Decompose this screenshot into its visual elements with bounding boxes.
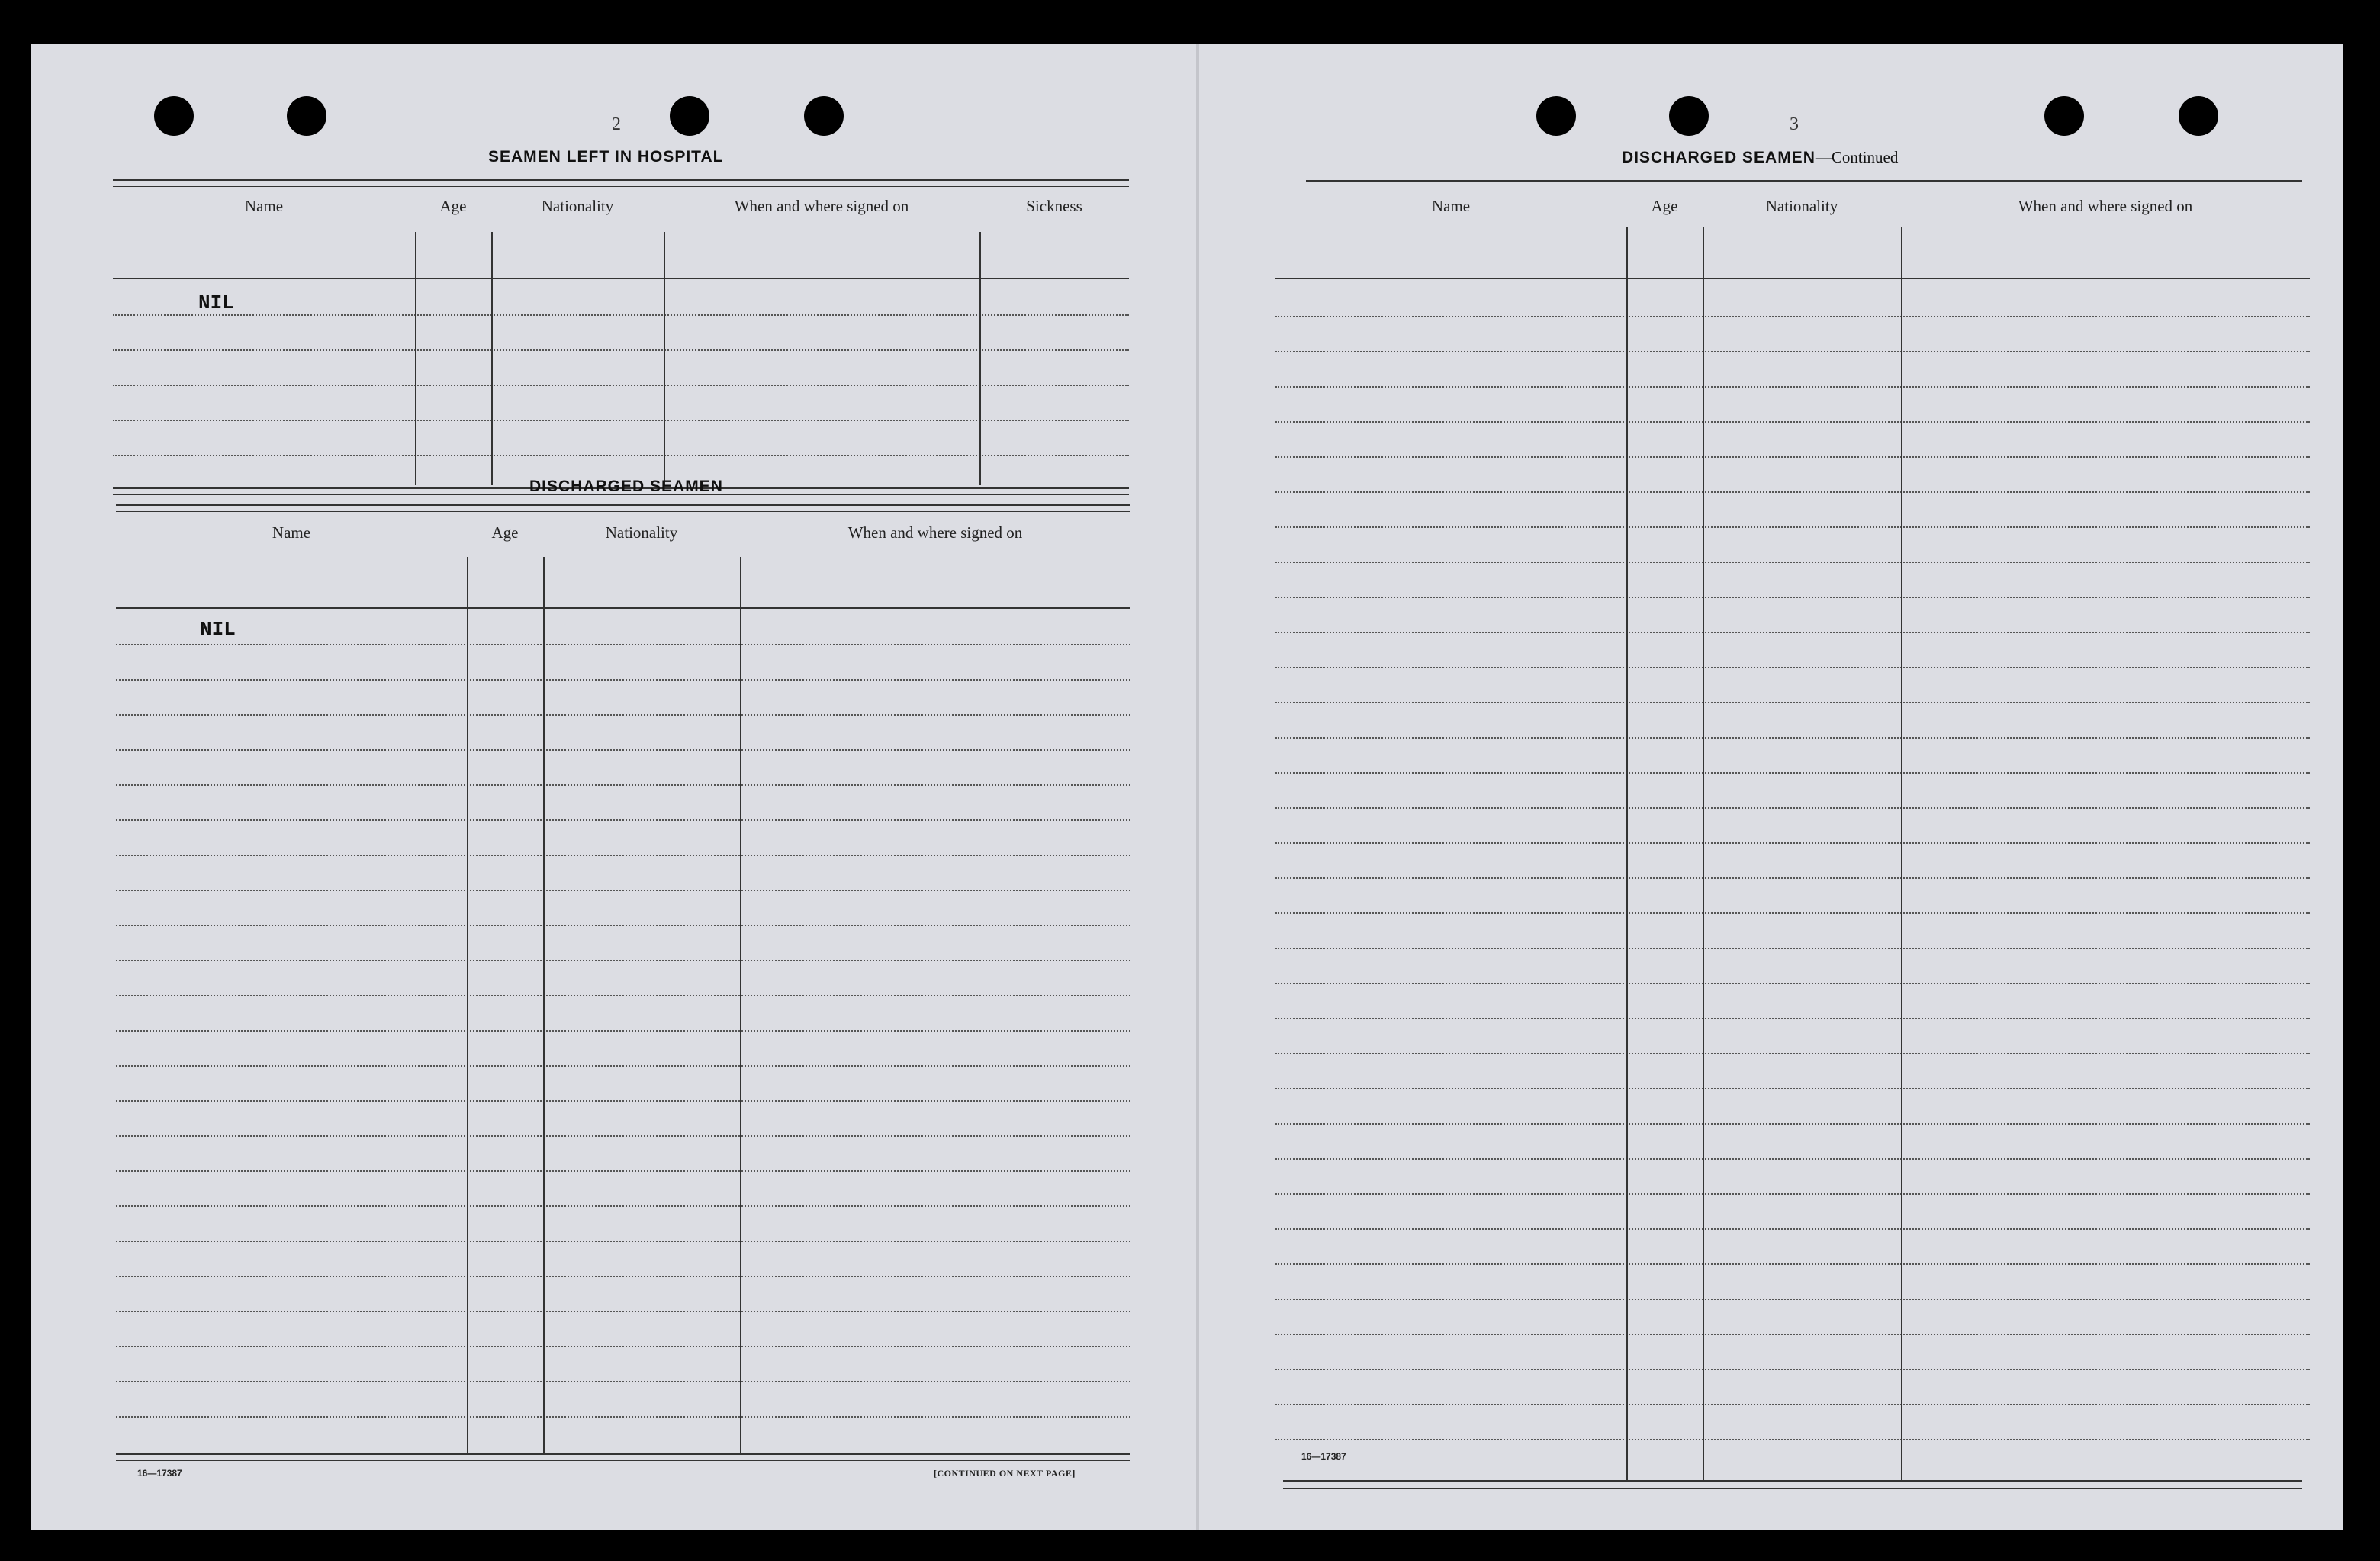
col-header-age: Age: [439, 197, 467, 215]
row-line: [1275, 562, 2310, 563]
row-line: [116, 1170, 1130, 1172]
col-line: [491, 232, 493, 485]
discharged-continued-title: [1622, 148, 1898, 167]
row-line: [116, 1135, 1130, 1137]
row-line: [1275, 1439, 2310, 1440]
header-divider: [116, 607, 1130, 609]
row-line: [1275, 1228, 2310, 1230]
row-line: [1275, 983, 2310, 984]
header-divider: [1275, 278, 2310, 279]
row-line: [1275, 456, 2310, 458]
row-line: [1275, 1193, 2310, 1195]
row-line: [1275, 1369, 2310, 1370]
row-line: [113, 349, 1129, 351]
row-line: [1275, 1123, 2310, 1125]
col-line: [543, 557, 545, 1454]
document-sheet: [31, 44, 2343, 1530]
col-header-name: Name: [1431, 197, 1471, 215]
col-header-signed-on: When and where signed on: [847, 523, 1023, 542]
row-line: [1275, 1334, 2310, 1335]
page-number-right: 3: [1790, 114, 1799, 134]
row-line: [1275, 842, 2310, 844]
form-code-left: 16—17387: [137, 1468, 182, 1479]
row-line: [1275, 1088, 2310, 1089]
row-line: [1275, 386, 2310, 388]
col-line: [1703, 227, 1704, 1482]
row-line: [1275, 912, 2310, 914]
row-line: [116, 995, 1130, 996]
col-header-age: Age: [491, 523, 519, 542]
discharged-entry: NIL: [200, 618, 236, 641]
row-line: [1275, 1299, 2310, 1300]
hospital-entry: NIL: [198, 291, 234, 314]
header-divider: [113, 278, 1129, 279]
row-line: [1275, 807, 2310, 809]
row-line: [116, 960, 1130, 961]
col-header-name: Name: [272, 523, 311, 542]
row-line: [116, 644, 1130, 645]
continued-note: [CONTINUED ON NEXT PAGE]: [934, 1468, 1076, 1479]
row-line: [1275, 491, 2310, 493]
col-header-nationality: Nationality: [605, 523, 678, 542]
col-header-age: Age: [1651, 197, 1678, 215]
punch-hole: [1669, 96, 1709, 136]
row-line: [1275, 737, 2310, 739]
table-top-rule: [116, 504, 1130, 512]
page-fold: [1196, 44, 1199, 1530]
col-header-nationality: Nationality: [541, 197, 614, 215]
col-line: [1901, 227, 1902, 1482]
row-line: [116, 714, 1130, 716]
row-line: [116, 819, 1130, 821]
row-line: [1275, 1158, 2310, 1160]
row-line: [1275, 702, 2310, 703]
row-line: [1275, 316, 2310, 317]
punch-hole: [154, 96, 194, 136]
discharged-continued-title-suffix: —Continued: [1815, 148, 1899, 166]
discharged-continued-title-main: DISCHARGED SEAMEN: [1622, 149, 1816, 166]
row-line: [1275, 1053, 2310, 1054]
discharged-continued-table: [1275, 180, 2310, 1492]
col-line: [979, 232, 981, 485]
row-line: [116, 925, 1130, 926]
col-line: [664, 232, 665, 485]
col-header-nationality: Nationality: [1765, 197, 1838, 215]
hospital-table: [113, 179, 1129, 500]
row-line: [116, 1276, 1130, 1277]
punch-hole: [287, 96, 326, 136]
punch-hole: [1536, 96, 1576, 136]
row-line: [116, 1065, 1130, 1067]
row-line: [1275, 351, 2310, 352]
row-line: [1275, 667, 2310, 668]
form-code-right: 16—17387: [1301, 1451, 1346, 1462]
table-bottom-rule: [1283, 1480, 2302, 1489]
row-line: [1275, 948, 2310, 949]
row-line: [113, 314, 1129, 316]
row-line: [116, 890, 1130, 891]
col-line: [467, 557, 468, 1454]
row-line: [116, 784, 1130, 786]
row-line: [1275, 1404, 2310, 1405]
row-line: [116, 855, 1130, 856]
table-bottom-rule: [116, 1453, 1130, 1461]
discharged-table: [116, 504, 1130, 1495]
row-line: [113, 385, 1129, 386]
punch-hole: [2044, 96, 2084, 136]
table-top-rule: [113, 179, 1129, 187]
punch-hole: [670, 96, 709, 136]
punch-hole: [2179, 96, 2218, 136]
col-line: [740, 557, 741, 1454]
row-line: [1275, 526, 2310, 528]
row-line: [1275, 877, 2310, 879]
row-line: [116, 1311, 1130, 1312]
col-header-sickness: Sickness: [1026, 197, 1082, 215]
col-line: [1626, 227, 1628, 1482]
hospital-section-title: SEAMEN LEFT IN HOSPITAL: [488, 148, 724, 166]
row-line: [1275, 597, 2310, 598]
row-line: [116, 1346, 1130, 1347]
row-line: [1275, 1263, 2310, 1265]
row-line: [1275, 1018, 2310, 1019]
row-line: [1275, 772, 2310, 774]
row-line: [113, 455, 1129, 456]
col-line: [415, 232, 416, 485]
discharged-section-title: DISCHARGED SEAMEN: [529, 478, 723, 495]
row-line: [116, 1100, 1130, 1102]
page-number-left: 2: [612, 114, 621, 134]
row-line: [116, 749, 1130, 751]
row-line: [116, 1416, 1130, 1418]
col-header-signed-on: When and where signed on: [2018, 197, 2193, 215]
row-line: [116, 1030, 1130, 1032]
row-line: [113, 420, 1129, 421]
row-line: [116, 1241, 1130, 1242]
row-line: [116, 679, 1130, 681]
punch-hole: [804, 96, 844, 136]
row-line: [116, 1381, 1130, 1382]
row-line: [116, 1205, 1130, 1207]
row-line: [1275, 632, 2310, 633]
col-header-signed-on: When and where signed on: [734, 197, 909, 215]
row-line: [1275, 421, 2310, 423]
table-top-rule: [1306, 180, 2302, 188]
col-header-name: Name: [244, 197, 284, 215]
